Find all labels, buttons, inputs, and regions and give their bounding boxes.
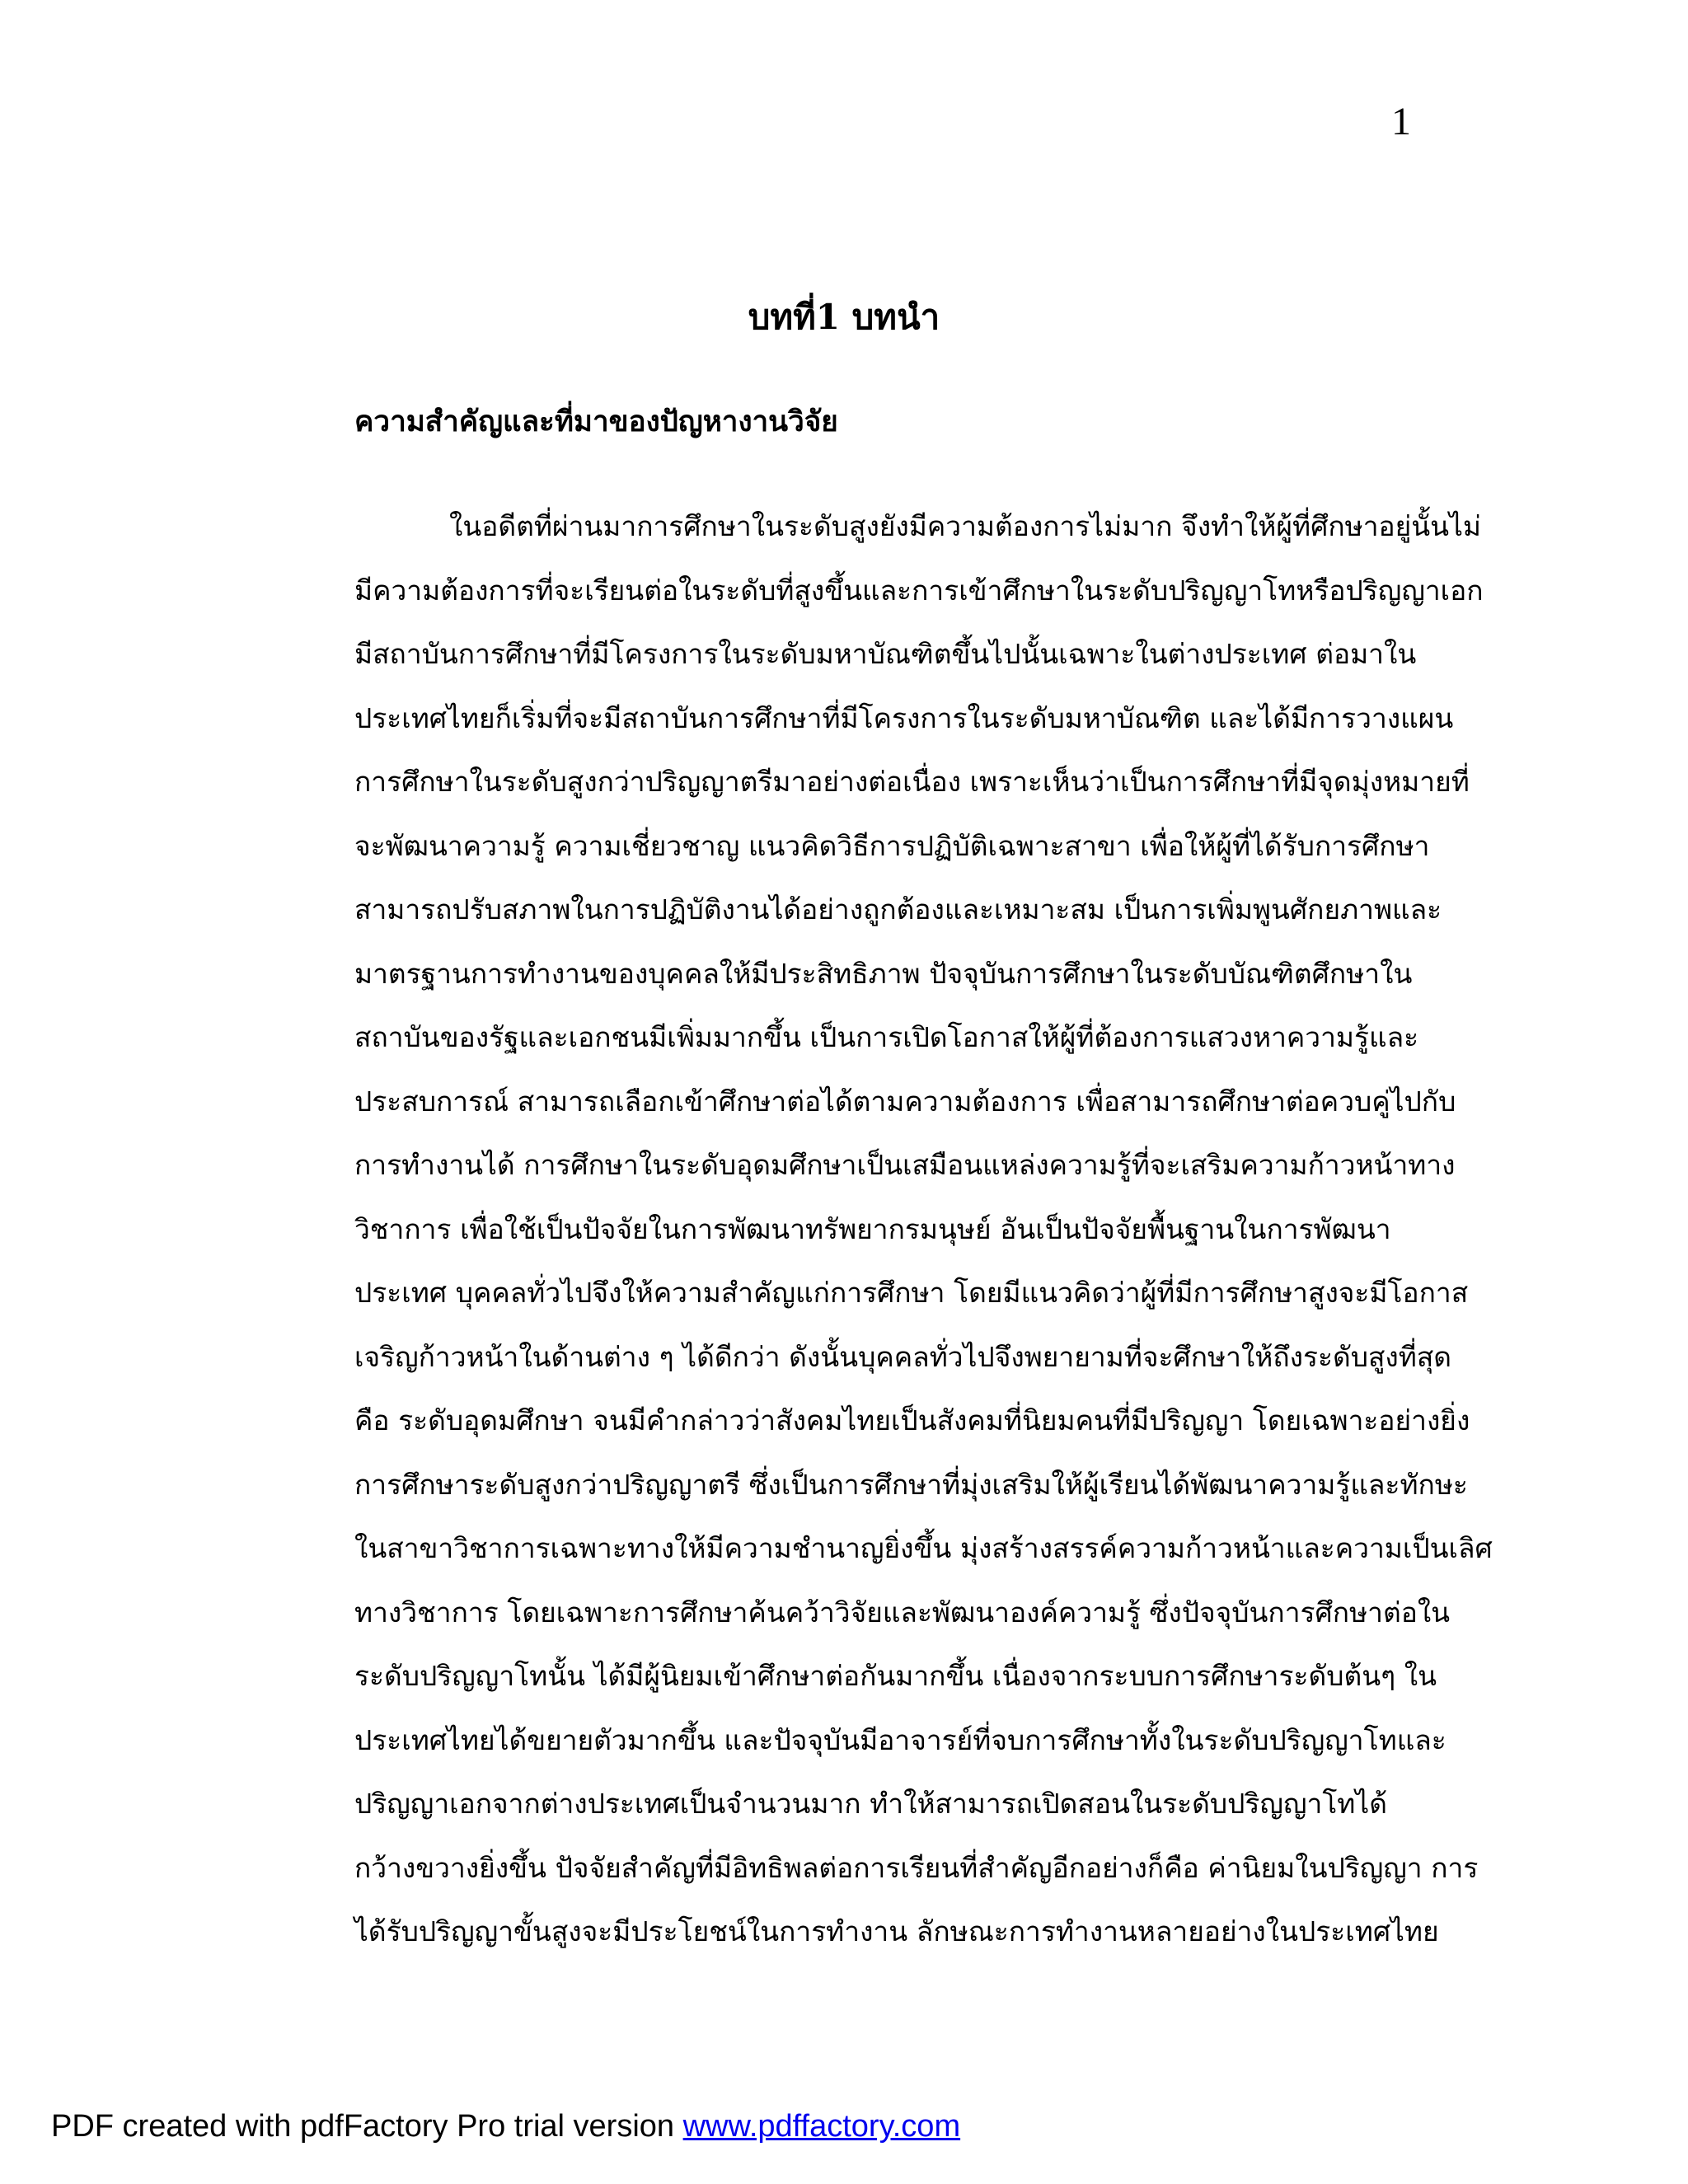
paragraph-line: ประเทศไทยก็เริ่มที่จะมีสถาบันการศึกษาที่มีโครงการในระดับมหาบัณฑิต และได้มีการวางแผน xyxy=(354,701,1454,734)
paragraph-line: ระดับปริญญาโทนั้น ได้มีผู้นิยมเข้าศึกษาต่อกันมากขึ้น เนื่องจากระบบการศึกษาระดับต้นๆ ใน xyxy=(354,1660,1437,1692)
pdf-footer xyxy=(51,2106,960,2147)
paragraph-line: ในสาขาวิชาการเฉพาะทางให้มีความชำนาญยิ่งขึ้น มุ่งสร้างสรรค์ความก้าวหน้าและความเป็นเลิศ xyxy=(354,1532,1493,1564)
paragraph-line: วิชาการ เพื่อใช้เป็นปัจจัยในการพัฒนาทรัพยากรมนุษย์ อันเป็นปัจจัยพื้นฐานในการพัฒนา xyxy=(354,1212,1391,1245)
paragraph-line: มาตรฐานการทำงานของบุคคลให้มีประสิทธิภาพ ปัจจุบันการศึกษาในระดับบัณฑิตศึกษาใน xyxy=(354,957,1413,990)
paragraph-line: สามารถปรับสภาพในการปฏิบัติงานได้อย่างถูกต้องและเหมาะสม เป็นการเพิ่มพูนศักยภาพและ xyxy=(354,893,1442,926)
paragraph-line: การศึกษาในระดับสูงกว่าปริญญาตรีมาอย่างต่อเนื่อง เพราะเห็นว่าเป็นการศึกษาที่มีจุดมุ่งหมายที่ xyxy=(354,766,1470,798)
paragraph-line: การศึกษาระดับสูงกว่าปริญญาตรี ซึ่งเป็นการศึกษาที่มุ่งเสริมให้ผู้เรียนได้พัฒนาความรู้และทักษะ xyxy=(354,1468,1468,1501)
footer-text: PDF created with pdfFactory Pro trial version xyxy=(51,2109,683,2144)
paragraph-line: ประเทศไทยได้ขยายตัวมากขึ้น และปัจจุบันมีอาจารย์ที่จบการศึกษาทั้งในระดับปริญญาโทและ xyxy=(354,1723,1447,1756)
paragraph-line: ประสบการณ์ สามารถเลือกเข้าศึกษาต่อได้ตามความต้องการ เพื่อสามารถศึกษาต่อควบคู่ไปกับ xyxy=(354,1085,1456,1118)
paragraph-line: ในอดีตที่ผ่านมาการศึกษาในระดับสูงยังมีความต้องการไม่มาก จึงทำให้ผู้ที่ศึกษาอยู่นั้นไม่ xyxy=(449,510,1482,542)
paragraph-line: มีความต้องการที่จะเรียนต่อในระดับที่สูงขึ้นและการเข้าศึกษาในระดับปริญญาโทหรือปริญญาเอก xyxy=(354,574,1484,607)
pdffactory-link[interactable]: www.pdffactory.com xyxy=(682,2109,961,2144)
paragraph-line: ปริญญาเอกจากต่างประเทศเป็นจำนวนมาก ทำให้สามารถเปิดสอนในระดับปริญญาโทได้ xyxy=(354,1788,1387,1820)
paragraph-line: กว้างขวางยิ่งขึ้น ปัจจัยสำคัญที่มีอิทธิพลต่อการเรียนที่สำคัญอีกอย่างก็คือ ค่านิยมในปริญญา การ xyxy=(354,1851,1479,1884)
chapter-title: บทที่1 บทนำ xyxy=(748,297,940,337)
section-heading: ความสำคัญและที่มาของปัญหางานวิจัย xyxy=(354,405,838,438)
page-number: 1 xyxy=(1391,100,1411,143)
paragraph-line: ได้รับปริญญาขั้นสูงจะมีประโยชน์ในการทำงาน ลักษณะการทำงานหลายอย่างในประเทศไทย xyxy=(354,1915,1439,1947)
paragraph-line: มีสถาบันการศึกษาที่มีโครงการในระดับมหาบัณฑิตขึ้นไปนั้นเฉพาะในต่างประเทศ ต่อมาใน xyxy=(354,638,1417,670)
paragraph-line: การทำงานได้ การศึกษาในระดับอุดมศึกษาเป็นเสมือนแหล่งความรู้ที่จะเสริมความก้าวหน้าทาง xyxy=(354,1149,1456,1181)
paragraph-line: ทางวิชาการ โดยเฉพาะการศึกษาค้นคว้าวิจัยและพัฒนาองค์ความรู้ ซึ่งปัจจุบันการศึกษาต่อใน xyxy=(354,1596,1451,1629)
paragraph-line: จะพัฒนาความรู้ ความเชี่ยวชาญ แนวคิดวิธีการปฏิบัติเฉพาะสาขา เพื่อให้ผู้ที่ได้รับการศึกษา xyxy=(354,829,1430,862)
paragraph-line: เจริญก้าวหน้าในด้านต่าง ๆ ได้ดีกว่า ดังนั้นบุคคลทั่วไปจึงพยายามที่จะศึกษาให้ถึงระดับสูงที่สุด xyxy=(354,1340,1452,1373)
paragraph-line: คือ ระดับอุดมศึกษา จนมีคำกล่าวว่าสังคมไทยเป็นสังคมที่นิยมคนที่มีปริญญา โดยเฉพาะอย่างยิ่ง xyxy=(354,1404,1470,1436)
paragraph-line: สถาบันของรัฐและเอกชนมีเพิ่มมากขึ้น เป็นการเปิดโอกาสให้ผู้ที่ต้องการแสวงหาความรู้และ xyxy=(354,1021,1419,1053)
body-paragraph xyxy=(354,494,1493,1964)
paragraph-line: ประเทศ บุคคลทั่วไปจึงให้ความสำคัญแก่การศึกษา โดยมีแนวคิดว่าผู้ที่มีการศึกษาสูงจะมีโอกาส xyxy=(354,1277,1469,1309)
